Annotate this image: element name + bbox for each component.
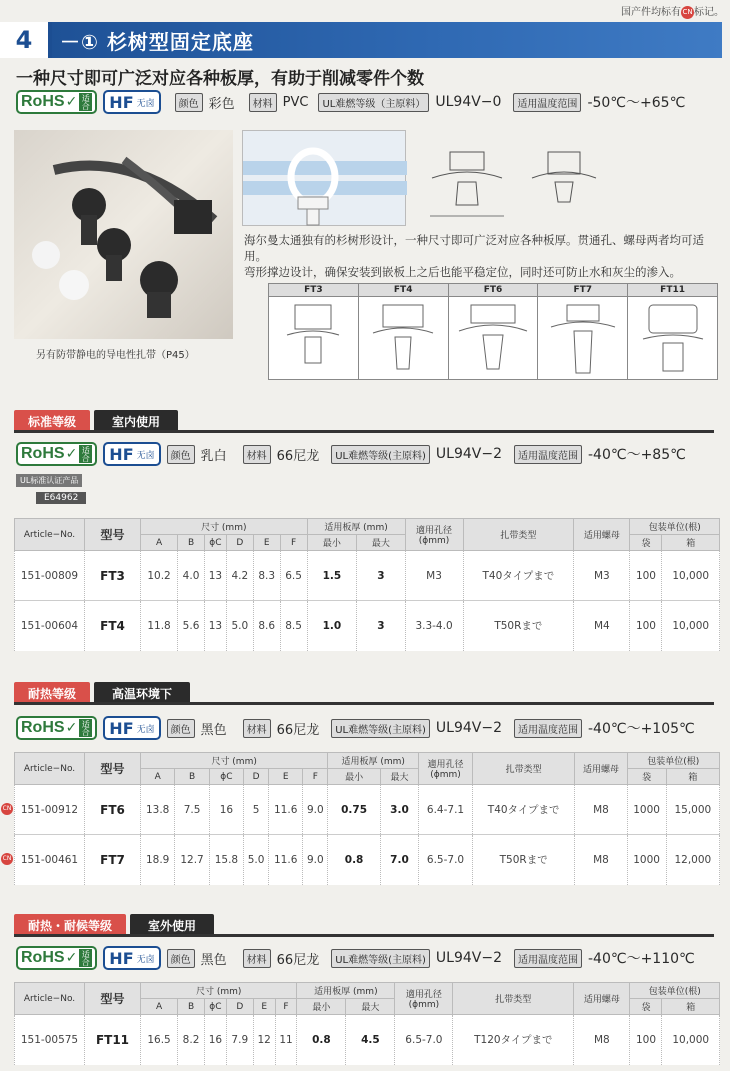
- color-value: 黑色: [200, 952, 227, 968]
- dim-c-cell: 15.8: [209, 835, 243, 885]
- max-thickness-cell: 4.5: [346, 1015, 395, 1065]
- header-model: 型号: [85, 753, 141, 785]
- env-label: 室内使用: [94, 410, 178, 433]
- temp-value: -50℃～+65℃: [587, 95, 686, 111]
- table-row: [15, 1015, 720, 1065]
- header-dim-col: A: [141, 999, 178, 1015]
- hf-badge: HF 无卤: [103, 716, 160, 740]
- table-row: [15, 601, 720, 651]
- tie-type-cell: T50Rまで: [463, 601, 574, 651]
- header-min: 最小: [328, 769, 381, 785]
- temp-label: 适用温度范围: [514, 949, 582, 968]
- material-label: 材料: [243, 949, 271, 968]
- header-tie-type: 扎带类型: [453, 983, 574, 1015]
- description-para-2: 弯形撑边设计，确保安装到嵌板上之后也能平稳定位，同时还可防止水和灰尘的渗入。: [244, 265, 681, 279]
- section-divider: [14, 430, 714, 433]
- dim-f-cell: 6.5: [280, 551, 307, 601]
- header-pack: 包装单位(根): [630, 983, 720, 999]
- rohs-badge: RoHS ✓ 适合: [16, 442, 97, 466]
- dim-b-cell: 7.5: [175, 785, 209, 835]
- article-cell: 151-00461: [15, 835, 85, 885]
- material-value: 66尼龙: [276, 722, 320, 738]
- header-dim-col: A: [141, 769, 175, 785]
- dim-e-cell: 11.6: [269, 835, 303, 885]
- bag-qty-cell: 1000: [627, 785, 666, 835]
- header-dim-col: ϕC: [204, 999, 226, 1015]
- model-cell: FT3: [85, 551, 141, 601]
- screw-cell: M4: [574, 601, 630, 651]
- dim-d-cell: 5: [244, 785, 269, 835]
- ul-label: UL难燃等级（主原料）: [318, 93, 429, 112]
- header-dim-col: E: [269, 769, 303, 785]
- box-qty-cell: 12,000: [666, 835, 719, 885]
- header-bag: 袋: [630, 535, 662, 551]
- header-hole-label: 適用孔径: [405, 990, 442, 1000]
- box-qty-cell: 10,000: [662, 601, 720, 651]
- variant-ft11: FT11: [628, 284, 717, 379]
- table-row: [15, 785, 720, 835]
- section-divider: [14, 702, 714, 705]
- dim-d-cell: 4.2: [226, 551, 253, 601]
- color-label: 颜色: [175, 93, 203, 112]
- rohs-badge: RoHS ✓ 适合: [16, 716, 97, 740]
- dim-d-cell: 5.0: [226, 601, 253, 651]
- model-cell: FT6: [85, 785, 141, 835]
- header-pack: 包装单位(根): [630, 519, 720, 535]
- header-article: Article−No.: [15, 753, 85, 785]
- dim-f-cell: 9.0: [303, 785, 328, 835]
- check-icon: ✓: [65, 720, 78, 736]
- header-pack: 包装单位(根): [627, 753, 719, 769]
- header-dim-col: D: [226, 535, 253, 551]
- min-thickness-cell: 0.8: [328, 835, 381, 885]
- ul-label: UL难燃等级(主原料): [331, 949, 430, 968]
- model-cell: FT11: [85, 1015, 141, 1065]
- min-thickness-cell: 0.8: [297, 1015, 346, 1065]
- dimension-drawing: [420, 130, 610, 222]
- article-cell: 151-00575: [15, 1015, 85, 1065]
- dim-c-cell: 13: [204, 601, 226, 651]
- variant-ft7: FT7: [538, 284, 628, 379]
- dim-c-cell: 13: [204, 551, 226, 601]
- ul-file-code: E64962: [36, 492, 86, 504]
- min-thickness-cell: 1.5: [307, 551, 357, 601]
- header-hole-unit: (ϕmm): [418, 536, 450, 546]
- box-qty-cell: 10,000: [662, 1015, 720, 1065]
- max-thickness-cell: 3.0: [380, 785, 418, 835]
- header-hole: [395, 983, 453, 1015]
- section-standard-spec: [16, 442, 686, 466]
- dim-b-cell: 12.7: [175, 835, 209, 885]
- hole-cell: 3.3-4.0: [405, 601, 463, 651]
- header-dim-col: F: [275, 999, 297, 1015]
- header-thickness: 适用板厚 (mm): [297, 983, 395, 999]
- ul-value: UL94V−2: [435, 446, 502, 462]
- bag-qty-cell: 100: [630, 601, 662, 651]
- header-dim-col: B: [175, 769, 209, 785]
- header-dim-col: A: [141, 535, 178, 551]
- header-tie-type: 扎带类型: [472, 753, 575, 785]
- header-box: 箱: [666, 769, 719, 785]
- ul-label: UL难燃等级(主原料): [331, 719, 430, 738]
- header-dim-col: ϕC: [204, 535, 226, 551]
- model-cell: FT4: [85, 601, 141, 651]
- color-value: 彩色: [208, 96, 235, 112]
- spec-table-heat: [14, 752, 720, 885]
- section-number: 4: [0, 22, 52, 58]
- model-cell: FT7: [85, 835, 141, 885]
- header-min: 最小: [307, 535, 357, 551]
- hole-cell: 6.5-7.0: [395, 1015, 453, 1065]
- tie-type-cell: T40タイプまで: [463, 551, 574, 601]
- max-thickness-cell: 3: [357, 601, 405, 651]
- table-row: [15, 551, 720, 601]
- spec-table-standard: [14, 518, 720, 651]
- dim-f-cell: 8.5: [280, 601, 307, 651]
- variant-ft3: FT3: [269, 284, 359, 379]
- check-icon: ✓: [65, 446, 78, 462]
- rohs-badge: RoHS ✓ 适合: [16, 946, 97, 970]
- dim-f-cell: 9.0: [303, 835, 328, 885]
- dim-d-cell: 5.0: [244, 835, 269, 885]
- ul-label: UL难燃等级(主原料): [331, 445, 430, 464]
- article-cell: 151-00912: [15, 785, 85, 835]
- hole-cell: 6.4-7.1: [419, 785, 473, 835]
- header-screw: 适用螺母: [575, 753, 627, 785]
- color-value: 乳白: [200, 448, 227, 464]
- article-cell: 151-00809: [15, 551, 85, 601]
- section-heat-spec: [16, 716, 695, 740]
- dim-a-cell: 13.8: [141, 785, 175, 835]
- header-thickness: 适用板厚 (mm): [328, 753, 419, 769]
- header-hole-unit: (ϕmm): [430, 770, 461, 780]
- material-label: 材料: [243, 445, 271, 464]
- max-thickness-cell: 3: [357, 551, 405, 601]
- section-weather-spec: [16, 946, 695, 970]
- description-para-1: 海尔曼太通独有的杉树形设计，一种尺寸即可广泛对应各种板厚。贯通孔、螺母两者均可适用。: [244, 233, 704, 263]
- dim-b-cell: 8.2: [178, 1015, 205, 1065]
- max-thickness-cell: 7.0: [380, 835, 418, 885]
- header-max: 最大: [346, 999, 395, 1015]
- material-value: 66尼龙: [276, 952, 320, 968]
- header-bag: 袋: [627, 769, 666, 785]
- section-banner: [0, 22, 722, 58]
- dim-b-cell: 4.0: [178, 551, 205, 601]
- temp-value: -40℃～+85℃: [587, 447, 686, 463]
- screw-cell: M8: [575, 785, 627, 835]
- header-hole: [405, 519, 463, 551]
- table-row: [15, 835, 720, 885]
- bag-qty-cell: 100: [630, 551, 662, 601]
- dim-e-cell: 11.6: [269, 785, 303, 835]
- temp-label: 适用温度范围: [514, 445, 582, 464]
- header-thickness: 适用板厚 (mm): [307, 519, 405, 535]
- screw-cell: M8: [575, 835, 627, 885]
- dim-e-cell: 8.3: [253, 551, 280, 601]
- cn-mark-icon: CN: [1, 853, 13, 865]
- header-screw: 适用螺母: [574, 983, 630, 1015]
- header-dim-col: F: [303, 769, 328, 785]
- dim-d-cell: 7.9: [226, 1015, 253, 1065]
- dim-f-cell: 11: [275, 1015, 297, 1065]
- header-hole-label: 適用孔径: [416, 526, 453, 536]
- temp-label: 适用温度范围: [513, 93, 581, 112]
- hf-badge: HF 无卤: [103, 442, 160, 466]
- header-min: 最小: [297, 999, 346, 1015]
- article-cell: 151-00604: [15, 601, 85, 651]
- dim-a-cell: 18.9: [141, 835, 175, 885]
- temp-value: -40℃～+110℃: [587, 951, 695, 967]
- header-dim-col: F: [280, 535, 307, 551]
- env-label: 室外使用: [130, 914, 214, 937]
- grade-label: 耐热・耐候等级: [14, 914, 126, 937]
- header-model: 型号: [85, 983, 141, 1015]
- env-label: 高温环境下: [94, 682, 190, 705]
- dim-c-cell: 16: [204, 1015, 226, 1065]
- section-divider: [14, 934, 714, 937]
- cn-badge-icon: CN: [681, 6, 694, 19]
- header-dim-col: B: [178, 535, 205, 551]
- product-photo: [14, 130, 233, 339]
- ul-value: UL94V−2: [435, 720, 502, 736]
- installation-illustration: [242, 130, 406, 226]
- tie-type-cell: T120タイプまで: [453, 1015, 574, 1065]
- ul-value: UL94V−0: [435, 94, 502, 110]
- product-description: [244, 232, 714, 280]
- page-subtitle: 一种尺寸即可广泛对应各种板厚，有助于削减零件个数: [16, 69, 424, 89]
- material-label: 材料: [249, 93, 277, 112]
- grade-label: 耐热等级: [14, 682, 90, 705]
- check-icon: ✓: [65, 94, 78, 110]
- header-dim-col: E: [253, 999, 275, 1015]
- tie-type-cell: T40タイプまで: [472, 785, 575, 835]
- screw-cell: M8: [574, 1015, 630, 1065]
- header-model: 型号: [85, 519, 141, 551]
- header-max: 最大: [357, 535, 405, 551]
- photo-caption: 另有防带静电的导电性扎带（P45）: [36, 350, 195, 361]
- cn-mark-icon: CN: [1, 803, 13, 815]
- header-box: 箱: [662, 999, 720, 1015]
- header-tie-type: 扎带类型: [463, 519, 574, 551]
- hf-badge: HF 无卤: [103, 946, 160, 970]
- check-icon: ✓: [65, 950, 78, 966]
- material-value: 66尼龙: [276, 448, 320, 464]
- header-article: Article−No.: [15, 983, 85, 1015]
- ul-certified-badge: UL标准认证产品: [16, 474, 82, 487]
- header-dimensions: 尺寸 (mm): [141, 753, 328, 769]
- color-label: 颜色: [167, 445, 195, 464]
- color-label: 颜色: [167, 719, 195, 738]
- material-value: PVC: [282, 94, 309, 110]
- dim-c-cell: 16: [209, 785, 243, 835]
- header-dim-col: B: [178, 999, 205, 1015]
- header-screw: 适用螺母: [574, 519, 630, 551]
- variant-ft6: FT6: [449, 284, 539, 379]
- header-hole-label: 適用孔径: [427, 760, 464, 770]
- grade-label: 标准等级: [14, 410, 90, 433]
- bag-qty-cell: 100: [630, 1015, 662, 1065]
- header-dimensions: 尺寸 (mm): [141, 983, 297, 999]
- header-max: 最大: [380, 769, 418, 785]
- dim-e-cell: 12: [253, 1015, 275, 1065]
- header-bag: 袋: [630, 999, 662, 1015]
- color-label: 颜色: [167, 949, 195, 968]
- hole-cell: 6.5-7.0: [419, 835, 473, 885]
- header-hole: [419, 753, 473, 785]
- dim-a-cell: 10.2: [141, 551, 178, 601]
- dim-a-cell: 11.8: [141, 601, 178, 651]
- min-thickness-cell: 0.75: [328, 785, 381, 835]
- header-box: 箱: [662, 535, 720, 551]
- temp-label: 适用温度范围: [514, 719, 582, 738]
- header-article: Article−No.: [15, 519, 85, 551]
- box-qty-cell: 10,000: [662, 551, 720, 601]
- dim-e-cell: 8.6: [253, 601, 280, 651]
- header-hole-unit: (ϕmm): [408, 1000, 440, 1010]
- variant-diagrams: [268, 283, 718, 380]
- box-qty-cell: 15,000: [666, 785, 719, 835]
- bag-qty-cell: 1000: [627, 835, 666, 885]
- variant-ft4: FT4: [359, 284, 449, 379]
- screw-cell: M3: [574, 551, 630, 601]
- hole-cell: M3: [405, 551, 463, 601]
- hf-badge: HF 无卤: [103, 90, 160, 114]
- intro-spec-line: [16, 90, 685, 114]
- cn-mark-note: 国产件均标有CN标记。: [621, 7, 724, 18]
- color-value: 黑色: [200, 722, 227, 738]
- spec-table-weather: [14, 982, 720, 1065]
- rohs-badge: RoHS ✓ 适合: [16, 90, 97, 114]
- dim-b-cell: 5.6: [178, 601, 205, 651]
- ul-value: UL94V−2: [435, 950, 502, 966]
- dim-a-cell: 16.5: [141, 1015, 178, 1065]
- header-dim-col: D: [244, 769, 269, 785]
- min-thickness-cell: 1.0: [307, 601, 357, 651]
- header-dim-col: ϕC: [209, 769, 243, 785]
- header-dim-col: E: [253, 535, 280, 551]
- tie-type-cell: T50Rまで: [472, 835, 575, 885]
- temp-value: -40℃～+105℃: [587, 721, 695, 737]
- header-dimensions: 尺寸 (mm): [141, 519, 308, 535]
- material-label: 材料: [243, 719, 271, 738]
- page-title: －① 杉树型固定底座: [60, 29, 254, 54]
- header-dim-col: D: [226, 999, 253, 1015]
